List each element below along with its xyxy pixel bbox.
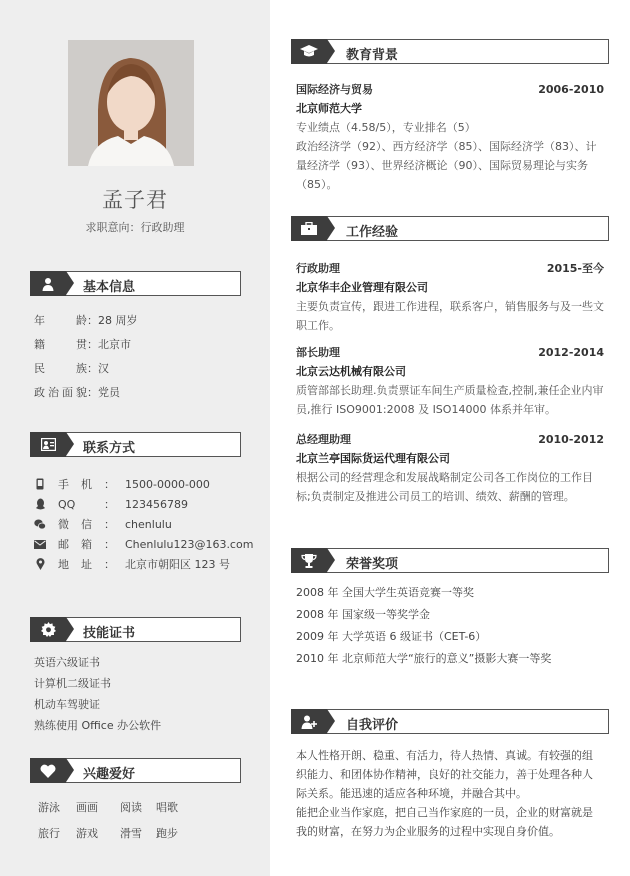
info-label: 民族	[34, 362, 87, 375]
work-entry	[296, 430, 604, 506]
work-title: 工作经验	[346, 225, 399, 240]
gear-icon	[30, 617, 66, 642]
education-courses: 政治经济学（92）、西方经济学（85）、国际经济学（83）、计量经济学（93）、世界经济概论（90）、国际贸易理论与实务（85）。	[296, 140, 597, 191]
info-row-origin: 籍贯 ： 北京市	[34, 338, 131, 351]
education-gpa: 专业绩点（4.58/5），专业排名（5）	[296, 121, 476, 134]
work-position: 总经理助理	[296, 433, 351, 446]
contact-value: 123456789	[125, 497, 188, 511]
honor-item: 2009 年 大学英语 6 级证书（CET-6）	[296, 630, 487, 643]
graduation-cap-icon	[291, 39, 327, 64]
contact-row-wechat: 微信 ： chenlulu	[34, 514, 253, 534]
self-eval-text	[296, 746, 602, 841]
education-header	[291, 39, 609, 64]
contact-label: 微信	[58, 518, 92, 531]
contact-list	[34, 474, 253, 574]
honor-item: 2010 年 北京师范大学“旅行的意义”摄影大赛一等奖	[296, 652, 552, 665]
contact-value: 1500-0000-000	[125, 477, 210, 491]
job-intent: 求职意向：行政助理	[85, 221, 185, 234]
self-eval-title: 自我评价	[346, 718, 399, 733]
honors-header	[291, 548, 609, 573]
info-value: 党员	[98, 386, 120, 399]
trophy-icon	[291, 548, 327, 573]
hobby-item: 滑雪	[120, 827, 142, 840]
hobbies-title: 兴趣爱好	[83, 767, 136, 782]
hobby-item: 游泳	[38, 801, 60, 814]
contact-value: Chenlulu123@163.com	[125, 537, 254, 551]
work-period: 2010-2012	[538, 433, 604, 446]
hobby-item: 跑步	[156, 827, 178, 840]
hobbies-header	[30, 758, 241, 783]
self-eval-paragraph: 本人性格开朗、稳重、有活力，待人热情、真诚。有较强的组织能力、和团体协作精神，良好的社交能力，善于处理各种人际关系。能迅速的适应各种环境，并融合其中。	[296, 749, 593, 800]
heart-icon	[30, 758, 66, 783]
honor-item: 2008 年 全国大学生英语竞赛一等奖	[296, 586, 474, 599]
info-label: 政治面貌	[34, 386, 87, 399]
contact-row-email: 邮箱 ： Chenlulu123@163.com	[34, 534, 253, 554]
skill-item: 英语六级证书	[34, 656, 100, 669]
self-eval-header	[291, 709, 609, 734]
education-entry	[296, 80, 604, 194]
contact-label: 邮箱	[58, 538, 92, 551]
basic-info-title: 基本信息	[83, 280, 136, 295]
contact-value: 北京市朝阳区 123 号	[125, 558, 230, 571]
main-content	[270, 0, 630, 876]
info-value: 28 周岁	[98, 314, 138, 327]
skills-header	[30, 617, 241, 642]
work-company: 北京华丰企业管理有限公司	[296, 281, 428, 294]
info-row-politics: 政治面貌 ： 党员	[34, 386, 120, 399]
skill-item: 计算机二级证书	[34, 677, 111, 690]
contact-row-qq: QQ ： 123456789	[34, 494, 253, 514]
contact-header	[30, 432, 241, 457]
hobby-item: 旅行	[38, 827, 60, 840]
hobby-item: 画画	[76, 801, 98, 814]
contact-card-icon	[30, 432, 66, 457]
work-desc: 主要负责宣传，跟进工作进程，联系客户，销售服务与及一些文职工作。	[296, 300, 604, 332]
contact-row-phone: 手机 ： 1500-0000-000	[34, 474, 253, 494]
honor-item: 2008 年 国家级一等奖学金	[296, 608, 430, 621]
honors-list	[296, 582, 551, 670]
skill-item: 机动车驾驶证	[34, 698, 100, 711]
hobby-item: 唱歌	[156, 801, 178, 814]
hobbies-grid	[38, 799, 196, 841]
person-icon	[30, 271, 66, 296]
work-position: 行政助理	[296, 262, 340, 275]
work-company: 北京云达机械有限公司	[296, 365, 406, 378]
work-position: 部长助理	[296, 346, 340, 359]
basic-info-header	[30, 271, 241, 296]
work-period: 2012-2014	[538, 346, 604, 359]
education-major: 国际经济与贸易	[296, 83, 373, 96]
info-row-age: 年龄 ： 28 周岁	[34, 314, 138, 327]
basic-info-list	[34, 308, 138, 404]
location-icon	[34, 558, 46, 570]
info-label: 年龄	[34, 314, 87, 327]
candidate-name: 孟子君	[102, 188, 168, 212]
profile-photo	[68, 40, 194, 166]
contact-title: 联系方式	[83, 441, 136, 456]
work-desc: 根据公司的经营理念和发展战略制定公司各工作岗位的工作目标;负责制定及推进公司员工的培训、绩效、薪酬的管理。	[296, 471, 593, 503]
info-label: 籍贯	[34, 338, 87, 351]
contact-label: QQ	[58, 497, 76, 511]
briefcase-icon	[291, 216, 327, 241]
work-header	[291, 216, 609, 241]
work-entry	[296, 259, 604, 335]
skill-item: 熟练使用 Office 办公软件	[34, 719, 162, 732]
self-eval-paragraph: 能把企业当作家庭，把自己当作家庭的一员，企业的财富就是我的财富，在努力为企业服务的过程中实现自身价值。	[296, 806, 593, 838]
contact-label: 地址	[58, 558, 92, 571]
skills-title: 技能证书	[83, 626, 136, 641]
education-title: 教育背景	[346, 48, 399, 63]
hobby-item: 游戏	[76, 827, 98, 840]
wechat-icon	[34, 518, 46, 530]
info-value: 北京市	[98, 338, 131, 351]
info-row-ethnicity: 民族 ： 汉	[34, 362, 109, 375]
education-period: 2006-2010	[538, 83, 604, 96]
work-company: 北京兰亭国际货运代理有限公司	[296, 452, 450, 465]
hobby-item: 阅读	[120, 801, 142, 814]
contact-label: 手机	[58, 478, 92, 491]
skills-list	[34, 652, 161, 736]
info-value: 汉	[98, 362, 109, 375]
add-user-icon	[291, 709, 327, 734]
work-period: 2015-至今	[546, 262, 604, 275]
qq-icon	[34, 498, 46, 510]
work-entry	[296, 343, 604, 419]
contact-value: chenlulu	[125, 517, 172, 531]
contact-row-address: 地址 ： 北京市朝阳区 123 号	[34, 554, 253, 574]
honors-title: 荣誉奖项	[346, 557, 399, 572]
phone-icon	[34, 478, 46, 490]
education-school: 北京师范大学	[296, 102, 362, 115]
sidebar	[0, 0, 270, 876]
work-desc: 质管部部长助理.负责票证车间生产质量检查,控制,兼任企业内审员,推行 ISO9001:2008 及 ISO14000 体系并年审。	[296, 384, 604, 416]
mail-icon	[34, 538, 46, 550]
